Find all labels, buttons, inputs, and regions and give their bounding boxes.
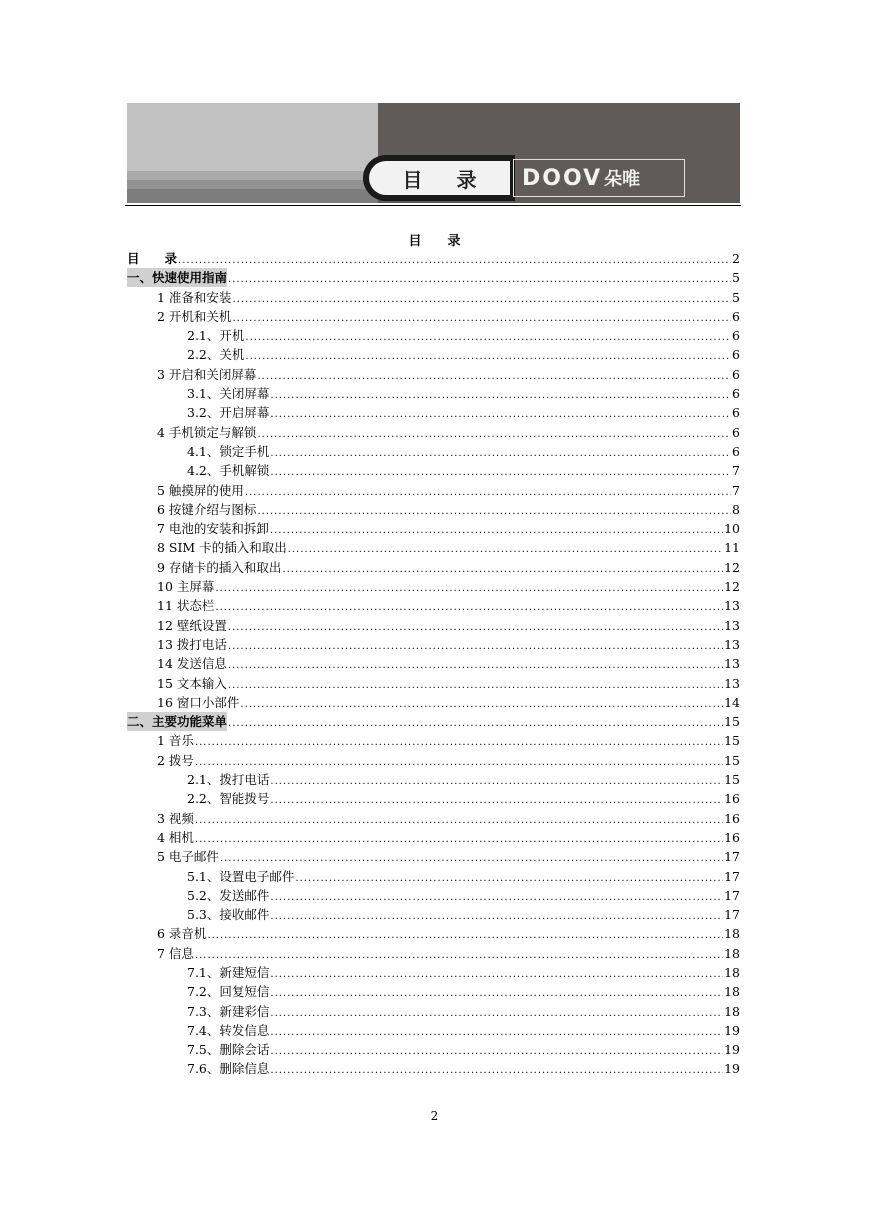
toc-leader-dots: [295, 869, 723, 888]
toc-entry-page: 13: [724, 636, 740, 652]
toc-entry-label: 7.3、新建彩信: [187, 1003, 270, 1019]
toc-entry[interactable]: [127, 789, 740, 808]
toc-entry-label: 6 录音机: [157, 926, 207, 942]
toc-entry-page: 18: [724, 945, 740, 961]
toc-entry[interactable]: [127, 867, 740, 886]
toc-entry-label: 1 音乐: [157, 733, 194, 749]
header-banner: [127, 103, 740, 203]
toc-entry-label: 5 电子邮件: [157, 849, 219, 865]
brand-logo-cn: 朵唯: [604, 169, 641, 190]
toc-entry-page: 6: [732, 366, 740, 382]
toc-entry[interactable]: [127, 423, 740, 442]
toc-leader-dots: [270, 791, 723, 810]
banner-pill-char-1: 目: [402, 167, 423, 192]
toc-entry-page: 13: [724, 675, 740, 691]
toc-entry-label: 7.1、新建短信: [187, 964, 270, 980]
toc-entry[interactable]: [127, 847, 740, 866]
toc-entry-page: 17: [724, 849, 740, 865]
toc-leader-dots: [240, 695, 723, 714]
toc-entry-page: 18: [724, 1003, 740, 1019]
banner-left-panel: [127, 103, 378, 203]
toc-entry-page: 16: [724, 829, 740, 845]
toc-entry[interactable]: [127, 616, 740, 635]
toc-entry-label: 6 按键介绍与图标: [157, 501, 257, 517]
toc-entry[interactable]: [127, 1059, 740, 1078]
toc-entry[interactable]: [127, 442, 740, 461]
toc-leader-dots: [195, 733, 723, 752]
toc-entry[interactable]: [127, 809, 740, 828]
toc-entry-page: 19: [724, 1042, 740, 1058]
toc-entry-label: 3.2、开启屏幕: [187, 405, 270, 421]
toc-entry[interactable]: [127, 558, 740, 577]
toc-leader-dots: [257, 367, 731, 386]
toc-entry-label: 15 文本输入: [157, 675, 227, 691]
toc-entry-page: 15: [724, 752, 740, 768]
toc-leader-dots: [228, 618, 723, 637]
toc-leader-dots: [228, 676, 723, 695]
toc-leader-dots: [207, 926, 723, 945]
toc-entry[interactable]: [127, 982, 740, 1001]
toc-entry-label: 8 SIM 卡的插入和取出: [157, 540, 287, 556]
toc-entry-label: 4.2、手机解锁: [187, 463, 270, 479]
toc-leader-dots: [270, 1023, 723, 1042]
toc-entry-page: 2: [732, 251, 740, 266]
toc-leader-dots: [245, 328, 731, 347]
toc-entry-page: 18: [724, 964, 740, 980]
toc-leader-dots: [257, 502, 731, 521]
toc-entry-label: 1 准备和安装: [157, 289, 232, 305]
toc-entry-page: 17: [724, 868, 740, 884]
toc-entry-label: 7 电池的安装和拆卸: [157, 521, 269, 537]
toc-entry-page: 15: [724, 772, 740, 788]
toc-entry-label: 16 窗口小部件: [157, 694, 240, 710]
toc-entry-page: 16: [724, 810, 740, 826]
toc-entry[interactable]: [127, 1021, 740, 1040]
toc-leader-dots: [270, 772, 723, 791]
toc-entry-label: 5.1、设置电子邮件: [187, 868, 295, 884]
toc-entry-label: 5.3、接收邮件: [187, 907, 270, 923]
toc-entry-page: 18: [724, 984, 740, 1000]
toc-entry-label: 14 发送信息: [157, 656, 227, 672]
toc-entry[interactable]: [127, 751, 740, 770]
toc-entry-page: 11: [724, 540, 740, 556]
toc-entry[interactable]: [127, 461, 740, 480]
toc-entry[interactable]: [127, 403, 740, 422]
toc-leader-dots: [228, 637, 723, 656]
toc-leader-dots: [228, 714, 723, 733]
toc-entry[interactable]: [127, 519, 740, 538]
toc-entry[interactable]: [127, 1002, 740, 1021]
toc-entry-label: 4 手机锁定与解锁: [157, 424, 257, 440]
toc-entry[interactable]: [127, 674, 740, 693]
toc-entry-page: 14: [724, 694, 740, 710]
toc-entry[interactable]: [127, 268, 740, 287]
brand-logo: [513, 159, 685, 197]
toc-leader-dots: [270, 965, 723, 984]
toc-entry-page: 7: [732, 482, 740, 498]
page-title: 目 录: [408, 234, 461, 249]
banner-pill-char-2: 录: [456, 167, 477, 192]
toc-entry-page: 6: [732, 328, 740, 344]
toc-entry-page: 17: [724, 907, 740, 923]
toc-entry-label: 13 拨打电话: [157, 636, 227, 652]
toc-entry[interactable]: [127, 326, 740, 345]
toc-entry-page: 19: [724, 1022, 740, 1038]
toc-entry-label: 2 开机和关机: [157, 308, 232, 324]
toc-entry-label: 3 视频: [157, 810, 194, 826]
toc-entry-label: 5.2、发送邮件: [187, 887, 270, 903]
toc-leader-dots: [270, 1004, 723, 1023]
toc-leader-dots: [220, 849, 723, 868]
toc-leader-dots: [270, 1042, 723, 1061]
toc-entry-page: 16: [724, 791, 740, 807]
toc-entry-page: 13: [724, 598, 740, 614]
toc-leader-dots: [270, 888, 723, 907]
toc-entry[interactable]: [127, 635, 740, 654]
header-rule: [125, 205, 741, 206]
toc-entry-label: 目 录: [127, 251, 178, 266]
toc-entry[interactable]: [127, 693, 740, 712]
toc-leader-dots: [270, 521, 723, 540]
toc-leader-dots: [270, 984, 723, 1003]
toc-leader-dots: [195, 753, 723, 772]
toc-entry[interactable]: [127, 500, 740, 519]
toc-leader-dots: [228, 270, 731, 289]
toc-entry[interactable]: [127, 944, 740, 963]
toc-leader-dots: [245, 347, 731, 366]
toc-entry-label: 4 相机: [157, 829, 194, 845]
toc-entry-page: 19: [724, 1061, 740, 1077]
toc-leader-dots: [270, 907, 723, 926]
toc-entry-label: 3.1、关闭屏幕: [187, 386, 270, 402]
toc-entry-label: 9 存储卡的插入和取出: [157, 559, 282, 575]
toc-leader-dots: [270, 444, 731, 463]
toc-entry-label: 7.2、回复短信: [187, 984, 270, 1000]
toc-entry-label: 2 拨号: [157, 752, 194, 768]
toc-entry-page: 5: [732, 270, 740, 286]
toc-entry-page: 13: [724, 656, 740, 672]
toc-entry[interactable]: [127, 731, 740, 750]
toc-entry[interactable]: [127, 1040, 740, 1059]
toc-entry-label: 2.2、智能拨号: [187, 791, 270, 807]
toc-entry-label: 二、主要功能菜单: [127, 714, 228, 730]
toc-entry-label: 11 状态栏: [157, 598, 215, 614]
toc-entry-page: 6: [732, 386, 740, 402]
toc-entry-page: 13: [724, 617, 740, 633]
toc-entry-page: 12: [724, 559, 740, 575]
toc-entry-label: 4.1、锁定手机: [187, 443, 270, 459]
toc-entry[interactable]: [127, 384, 740, 403]
toc-entry-page: 12: [724, 579, 740, 595]
toc-entry[interactable]: [127, 481, 740, 500]
toc-entry-page: 10: [724, 521, 740, 537]
toc-entry-page: 6: [732, 405, 740, 421]
toc-leader-dots: [232, 309, 731, 328]
toc-leader-dots: [270, 463, 731, 482]
toc-entry[interactable]: [127, 538, 740, 557]
toc-leader-dots: [232, 290, 731, 309]
toc-entry[interactable]: [127, 288, 740, 307]
toc-entry-page: 6: [732, 424, 740, 440]
toc-entry[interactable]: [127, 249, 740, 268]
toc-entry-label: 2.1、开机: [187, 328, 245, 344]
toc-leader-dots: [195, 946, 723, 965]
toc-entry[interactable]: [127, 345, 740, 364]
toc-entry-label: 5 触摸屏的使用: [157, 482, 244, 498]
toc-entry[interactable]: [127, 596, 740, 615]
toc-entry-label: 7.6、删除信息: [187, 1061, 270, 1077]
toc-entry[interactable]: [127, 365, 740, 384]
toc-entry-page: 15: [724, 733, 740, 749]
toc-leader-dots: [178, 251, 731, 270]
toc-entry-label: 7.5、删除会话: [187, 1042, 270, 1058]
toc-entry[interactable]: [127, 307, 740, 326]
toc-entry[interactable]: [127, 828, 740, 847]
toc-entry-label: 7.4、转发信息: [187, 1022, 270, 1038]
brand-logo-text: DOOV: [522, 165, 603, 191]
toc-leader-dots: [228, 656, 723, 675]
toc-leader-dots: [282, 560, 723, 579]
toc-entry-page: 17: [724, 887, 740, 903]
toc-entry-label: 7 信息: [157, 945, 194, 961]
toc-leader-dots: [215, 598, 723, 617]
toc-entry[interactable]: [127, 577, 740, 596]
toc-entry[interactable]: [127, 905, 740, 924]
table-of-contents: [127, 249, 740, 1079]
toc-entry[interactable]: [127, 654, 740, 673]
toc-leader-dots: [288, 540, 723, 559]
toc-entry-page: 8: [732, 501, 740, 517]
toc-entry-page: 15: [724, 714, 740, 730]
toc-entry-page: 18: [724, 926, 740, 942]
toc-entry-label: 2.2、关机: [187, 347, 245, 363]
toc-entry[interactable]: [127, 924, 740, 943]
toc-entry-page: 6: [732, 347, 740, 363]
toc-entry-label: 10 主屏幕: [157, 579, 215, 595]
toc-leader-dots: [245, 483, 731, 502]
toc-entry-label: 12 壁纸设置: [157, 617, 227, 633]
page-number: 2: [430, 1109, 439, 1123]
toc-entry[interactable]: [127, 963, 740, 982]
toc-entry-label: 3 开启和关闭屏幕: [157, 366, 257, 382]
toc-entry[interactable]: [127, 886, 740, 905]
toc-entry-page: 6: [732, 443, 740, 459]
banner-pill: [369, 161, 510, 195]
toc-entry[interactable]: [127, 712, 740, 731]
toc-leader-dots: [270, 405, 731, 424]
toc-entry-page: 5: [732, 289, 740, 305]
toc-entry-page: 6: [732, 308, 740, 324]
toc-entry-label: 2.1、拨打电话: [187, 772, 270, 788]
toc-leader-dots: [195, 830, 723, 849]
toc-leader-dots: [270, 1061, 723, 1080]
toc-entry-page: 7: [732, 463, 740, 479]
toc-leader-dots: [215, 579, 723, 598]
toc-entry[interactable]: [127, 770, 740, 789]
toc-leader-dots: [195, 811, 723, 830]
toc-entry-label: 一、快速使用指南: [127, 270, 228, 286]
toc-leader-dots: [270, 386, 731, 405]
toc-leader-dots: [257, 425, 731, 444]
